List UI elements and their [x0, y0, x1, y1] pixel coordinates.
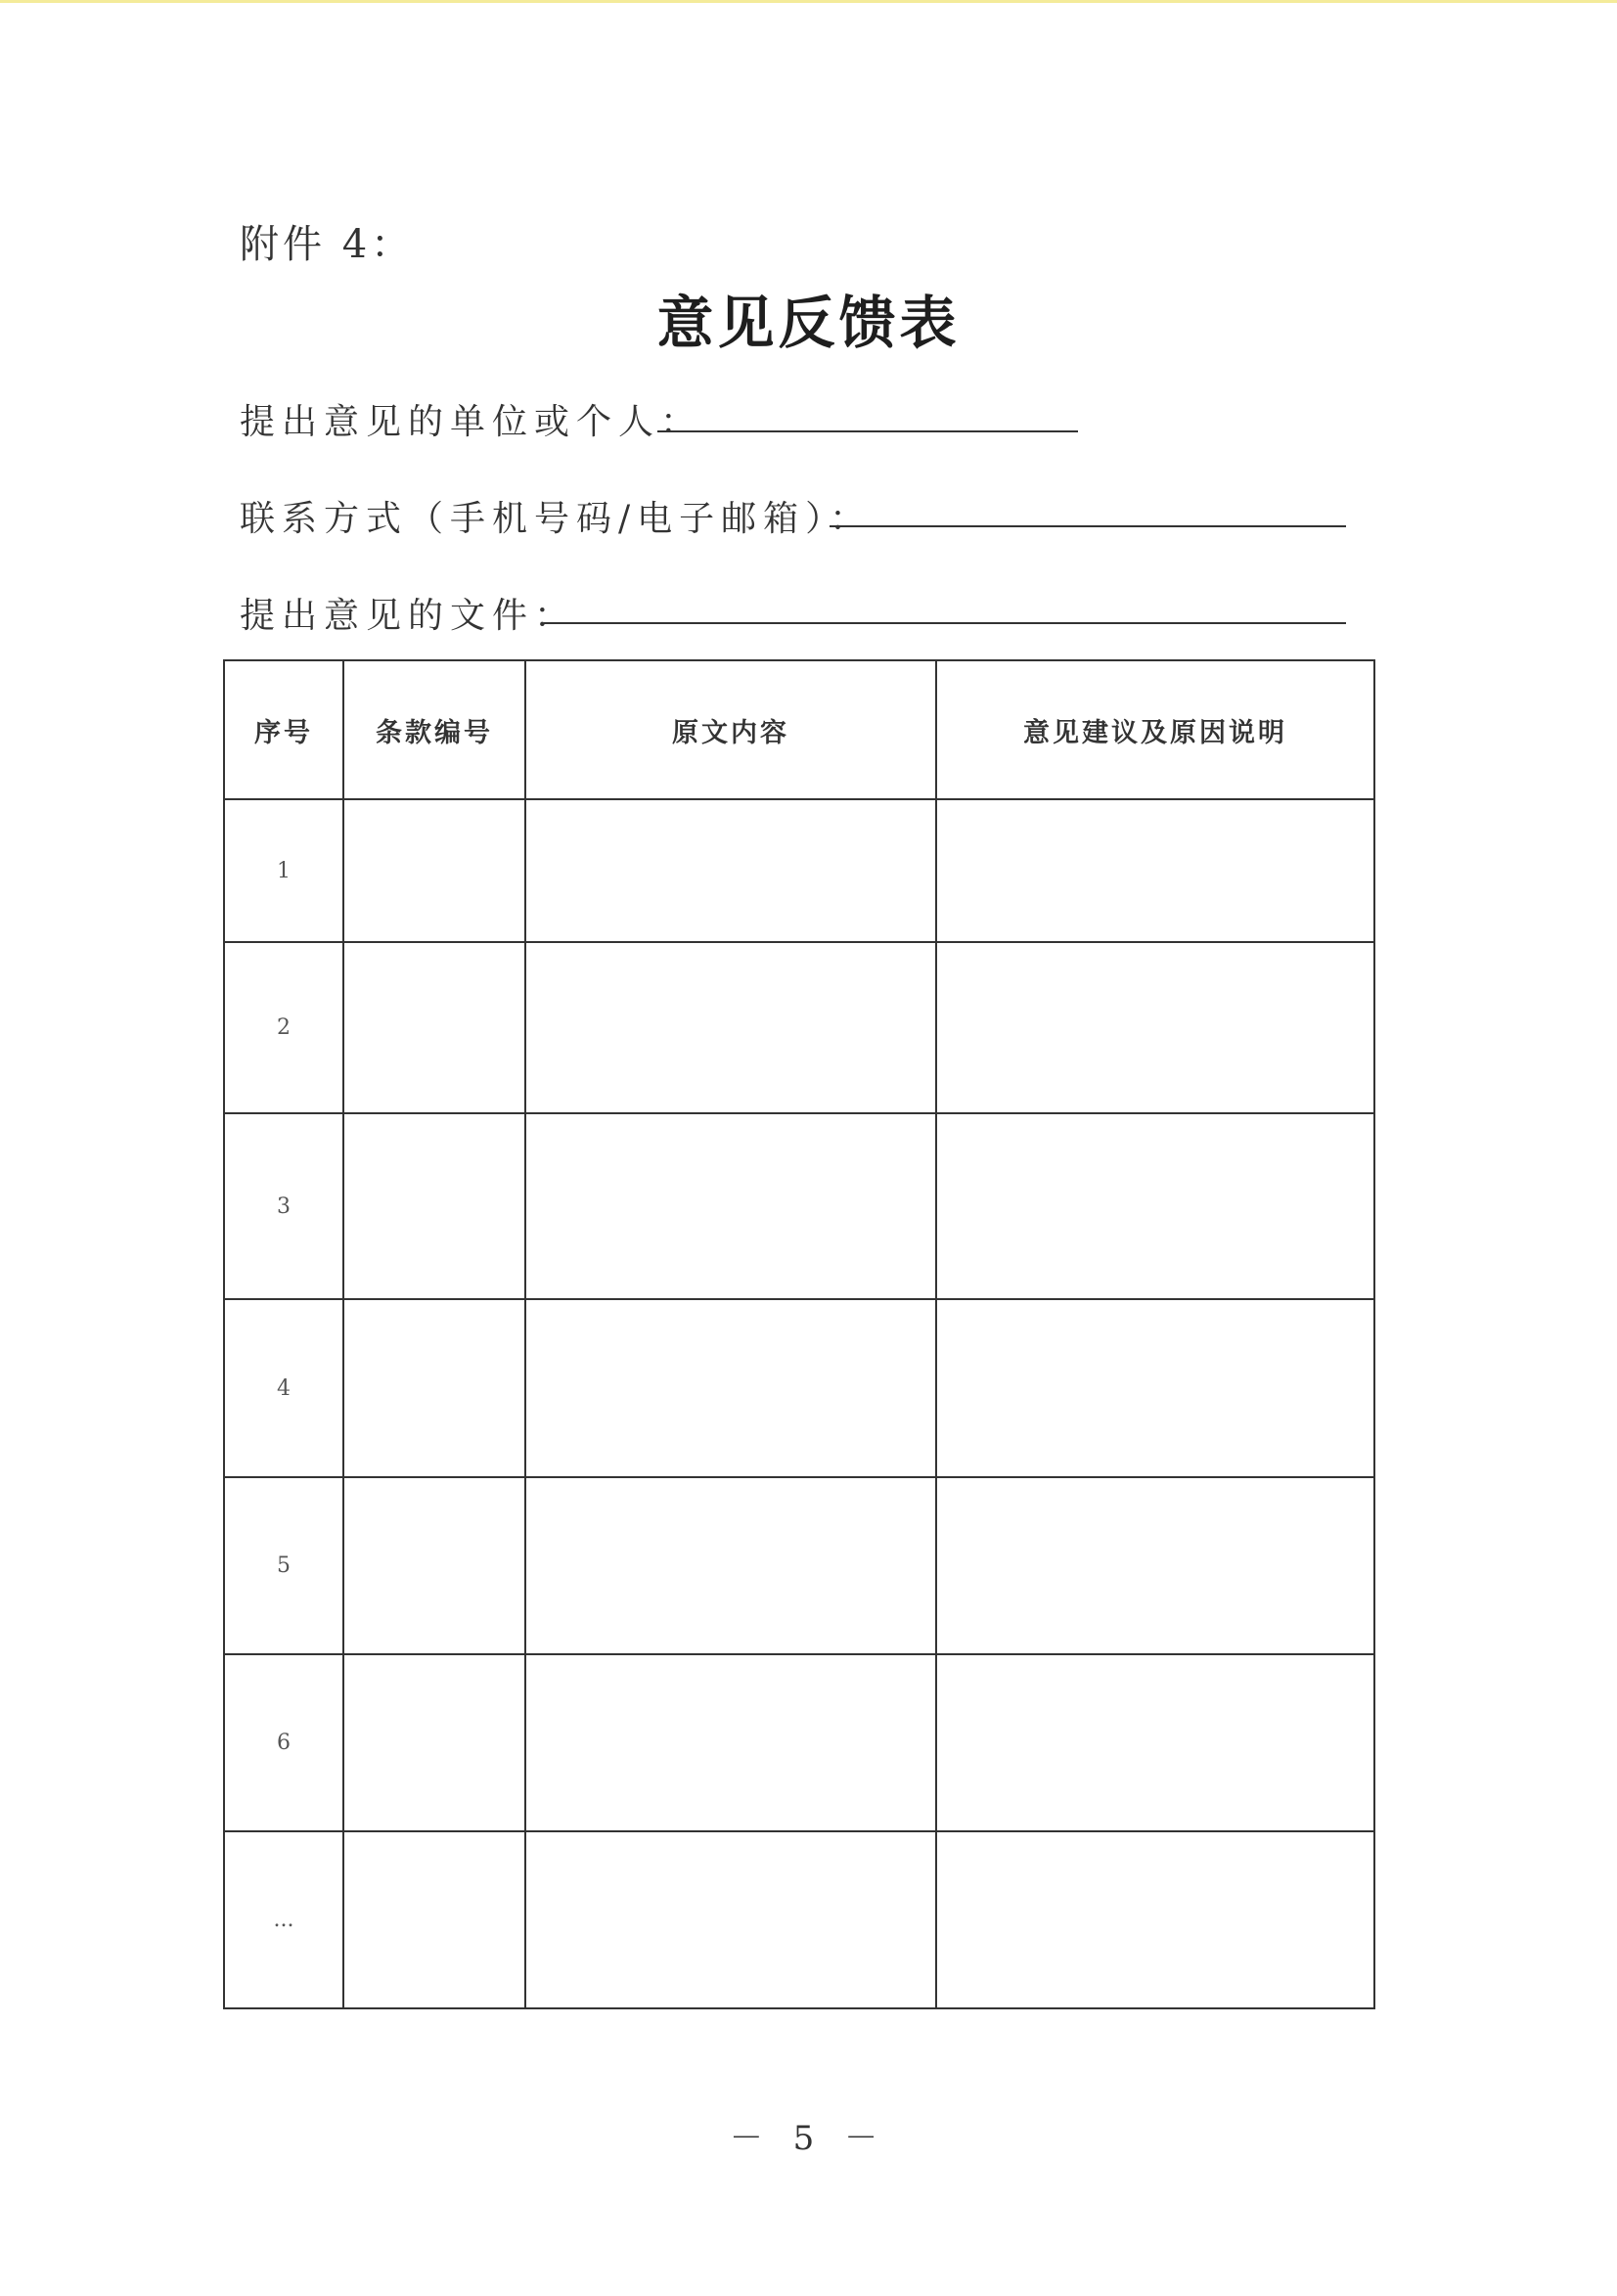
header-clause-number: 条款编号 [343, 660, 525, 799]
row-index: 1 [224, 799, 343, 942]
original-content-cell[interactable] [525, 799, 936, 942]
scan-edge-strip [0, 0, 1617, 3]
suggestion-cell[interactable] [936, 799, 1374, 942]
feedback-table [223, 659, 1375, 2009]
original-content-cell[interactable] [525, 1654, 936, 1831]
original-content-cell[interactable] [525, 1299, 936, 1477]
row-index: ... [224, 1831, 343, 2008]
table-row [224, 942, 1374, 1113]
original-content-cell[interactable] [525, 1113, 936, 1299]
attachment-label: 附件 4： [240, 222, 415, 267]
clause-number-cell[interactable] [343, 1113, 525, 1299]
table-row [224, 799, 1374, 942]
clause-number-cell[interactable] [343, 1477, 525, 1654]
header-suggestion-reason: 意见建议及原因说明 [936, 660, 1374, 799]
row-index: 6 [224, 1654, 343, 1831]
clause-number-cell[interactable] [343, 1299, 525, 1477]
row-index: 2 [224, 942, 343, 1113]
clause-number-cell[interactable] [343, 799, 525, 942]
row-index: 5 [224, 1477, 343, 1654]
suggestion-cell[interactable] [936, 1477, 1374, 1654]
original-content-cell[interactable] [525, 1477, 936, 1654]
table-row [224, 1654, 1374, 1831]
row-index: 3 [224, 1113, 343, 1299]
suggestion-cell[interactable] [936, 1831, 1374, 2008]
suggestion-cell[interactable] [936, 1113, 1374, 1299]
field-submitter-label: 提出意见的单位或个人： [240, 402, 703, 442]
clause-number-cell[interactable] [343, 1654, 525, 1831]
table-row [224, 1113, 1374, 1299]
field-document-label: 提出意见的文件： [240, 596, 577, 636]
clause-number-cell[interactable] [343, 942, 525, 1113]
field-submitter [240, 394, 702, 444]
table-row [224, 1831, 1374, 2008]
table-row [224, 1299, 1374, 1477]
field-contact-label: 联系方式（手机号码/电子邮箱）： [240, 499, 873, 539]
field-contact [240, 491, 872, 541]
original-content-cell[interactable] [525, 1831, 936, 2008]
suggestion-cell[interactable] [936, 942, 1374, 1113]
field-document-input[interactable] [544, 622, 1346, 624]
suggestion-cell[interactable] [936, 1299, 1374, 1477]
field-contact-input[interactable] [830, 525, 1346, 527]
document-title: 意见反馈表 [656, 290, 961, 356]
clause-number-cell[interactable] [343, 1831, 525, 2008]
field-submitter-input[interactable] [657, 430, 1078, 432]
original-content-cell[interactable] [525, 942, 936, 1113]
table-row [224, 1477, 1374, 1654]
header-original-content: 原文内容 [525, 660, 936, 799]
row-index: 4 [224, 1299, 343, 1477]
header-index: 序号 [224, 660, 343, 799]
suggestion-cell[interactable] [936, 1654, 1374, 1831]
field-document [240, 588, 576, 638]
page-number: － 5 － [729, 2119, 888, 2158]
table-header-row [224, 660, 1374, 799]
